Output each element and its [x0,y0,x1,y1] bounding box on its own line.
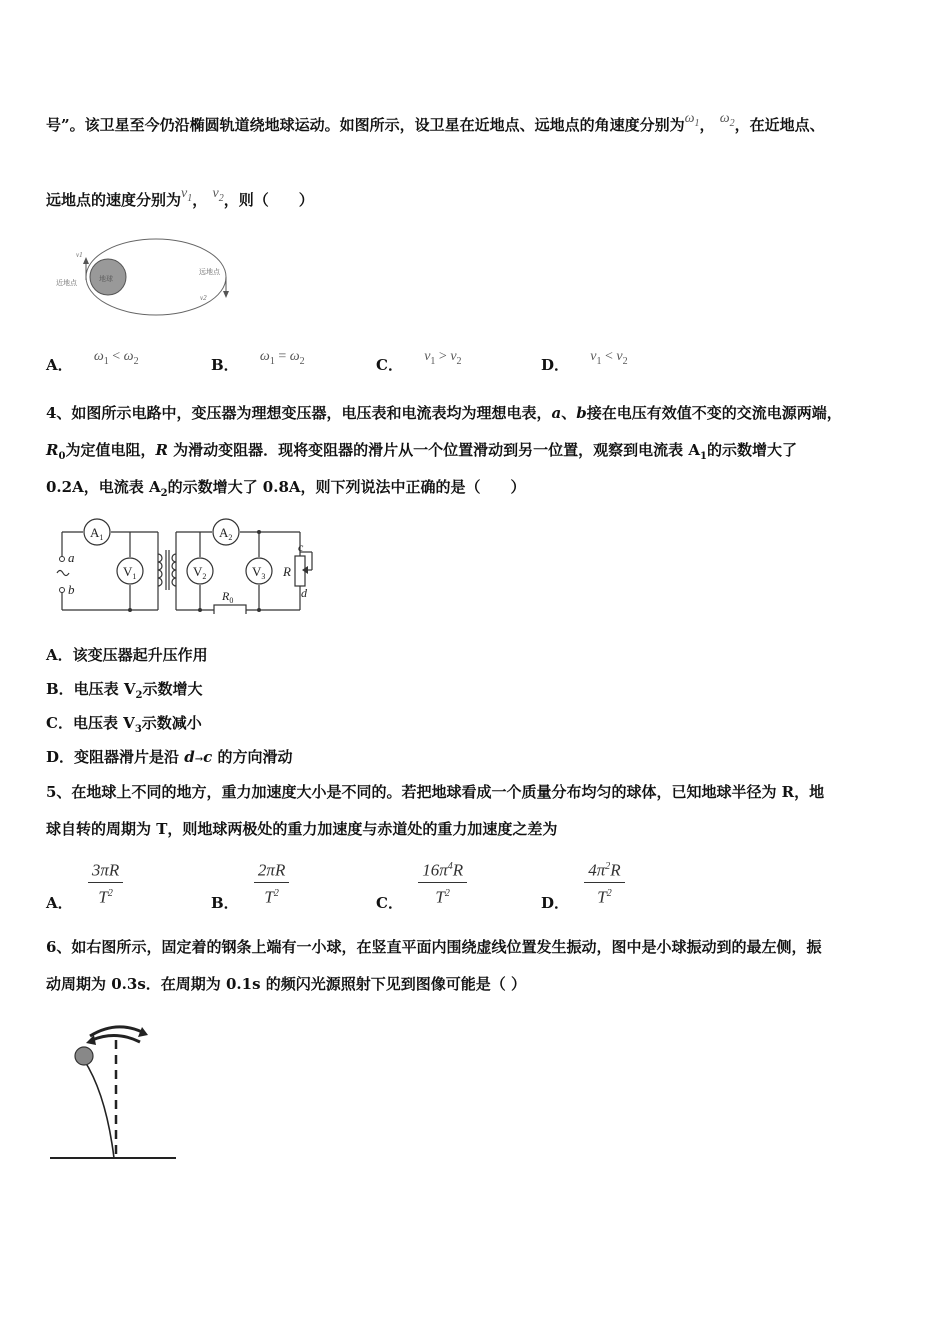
q4-option-a: A．该变压器起升压作用 [46,646,208,664]
svg-text:d: d [301,586,307,600]
q4-line-2: $R_0$为定值电阻，R 为滑动变阻器．现将变阻器的滑片从一个位置滑动到另一位置，观察到电流表 $A_1$的示数增大了 [46,441,798,462]
q5-option-a-fraction: $\frac{3\pi R}{T^2}$ [88,856,123,908]
svg-text:b: b [68,582,75,597]
svg-text:R: R [283,564,291,579]
q4-option-d: D．变阻器滑片是沿 d→c 的方向滑动 [46,748,293,766]
v1-figure-label: v1 [76,251,83,259]
q3-option-b-formula: $\omega_1 = \omega_2$ [259,349,305,367]
q5-option-b-fraction: $\frac{2\pi R}{T^2}$ [254,856,289,908]
q5-option-d-fraction: $\frac{4\pi^2R}{T^2}$ [584,856,624,908]
q4-line-1: 4、如图所示电路中，变压器为理想变压器，电压表和电流表均为理想电表，a、b接在电压有效值不变的交流电源两端， [46,404,842,422]
q3-option-c: C． $v_1 > v_2$ [376,349,462,374]
q4-line-3: 0.2A，电流表 $A_2$的示数增大了 0.8A，则下列说法中正确的是（ ） [46,478,526,499]
svg-text:A1: $A_1$ [90,525,104,542]
q5-option-c-fraction: $\frac{16\pi^4R}{T^2}$ [418,856,467,908]
circuit-figure [50,514,330,614]
earth-label: 地球 [99,275,113,283]
v2-arrowhead [223,291,229,298]
q5-option-d: D． $\frac{4\pi^2R}{T^2}$ [541,856,625,908]
small-ball [75,1047,93,1065]
q3-line-2: 远地点的速度分别为$v_1$， $v_2$，则（ ） [46,186,314,209]
q6-line-1: 6、如右图所示，固定着的钢条上端有一小球，在竖直平面内围绕虚线位置发生振动，图中是小球振动到的最左侧，振 [46,938,822,956]
svg-text:c: c [298,540,304,554]
svg-text:V1: $V_1$ [123,564,137,581]
q5-line-2: 球自转的周期为 T，则地球两极处的重力加速度与赤道处的重力加速度之差为 [46,820,558,838]
v2-figure-label: v2 [200,294,207,302]
omega2-symbol: $\omega_2$ [719,111,735,129]
v1-symbol: $v_1$ [181,186,193,204]
q5-line-1: 5、在地球上不同的地方，重力加速度大小是不同的。若把地球看成一个质量分布均匀的球体，已知地球半径为 R，地 [46,783,825,801]
svg-text:a: a [68,550,75,565]
v2-symbol: $v_2$ [212,186,224,204]
q3-option-a-formula: $\omega_1 < \omega_2$ [93,349,139,367]
q4-option-b: B．电压表 $V_2$示数增大 [46,680,203,701]
q3-option-a: A． $\omega_1 < \omega_2$ [46,349,139,374]
omega1-symbol: $\omega_1$ [684,111,700,129]
svg-text:R0: $R_0$ [222,589,234,605]
q3-option-b: B． $\omega_1 = \omega_2$ [211,349,305,374]
q6-line-2: 动周期为 0.3s．在周期为 0.1s 的频闪光源照射下见到图像可能是（ ） [46,975,526,993]
q5-option-a: A． $\frac{3\pi R}{T^2}$ [46,856,123,908]
q5-option-b: B． $\frac{2\pi R}{T^2}$ [211,856,289,908]
q3-option-c-formula: $v_1 > v_2$ [424,349,462,367]
perigee-label: 近地点 [56,279,77,287]
vibrating-strip-figure [44,1012,184,1164]
q3-option-d-formula: $v_1 < v_2$ [590,349,628,367]
apogee-label: 远地点 [199,268,220,276]
svg-text:V2: $V_2$ [193,564,207,581]
q5-option-c: C． $\frac{16\pi^4R}{T^2}$ [376,856,467,908]
steel-strip [84,1060,114,1158]
q3-option-d: D． $v_1 < v_2$ [541,349,628,374]
orbit-figure [52,236,242,320]
q3-line-1: 号”。该卫星至今仍沿椭圆轨道绕地球运动。如图所示，设卫星在近地点、远地点的角速度分别为$\omega_1$， $\omega_2$，在近地点、 [46,111,825,134]
svg-text:A2: $A_2$ [219,525,233,542]
v1-arrowhead [83,257,89,264]
q4-option-c: C．电压表 $V_3$示数减小 [46,714,202,735]
svg-text:V3: $V_3$ [252,564,266,581]
